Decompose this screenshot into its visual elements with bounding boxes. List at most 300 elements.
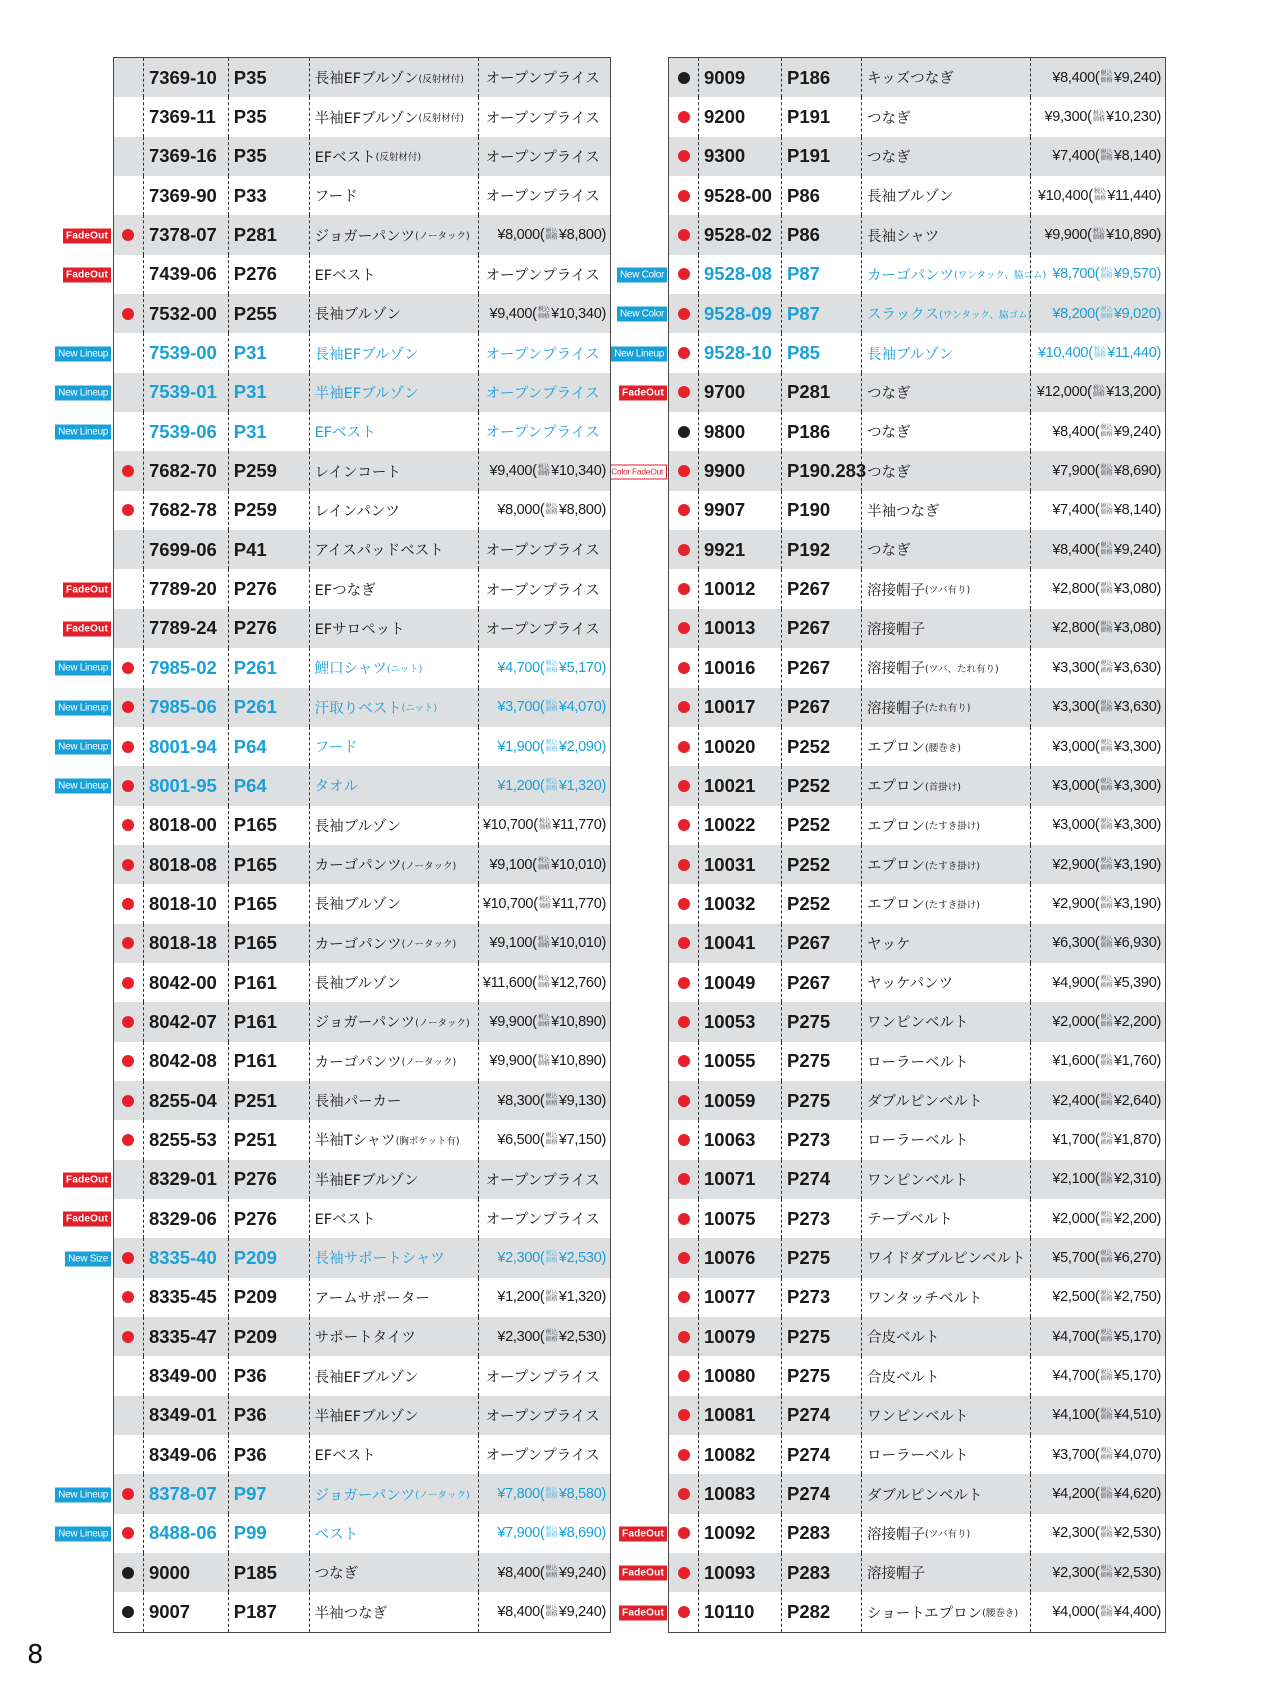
price-excl-tax: ¥3,700 <box>497 699 540 716</box>
newlineup-badge: New Lineup <box>55 346 111 361</box>
product-name-text: ローラーベルト <box>867 1054 969 1071</box>
product-code: 8255-53 <box>143 1120 228 1159</box>
paren-open: ( <box>1088 187 1093 204</box>
product-name-text: ローラーベルト <box>867 1133 969 1150</box>
catalog-page-ref: P209 <box>228 1278 309 1317</box>
price-excl-tax: ¥3,700 <box>1052 1446 1095 1463</box>
price-excl-tax: ¥1,200 <box>497 1289 540 1306</box>
tax-included-label: 税込価格 <box>1100 661 1113 674</box>
tax-included-label: 税込価格 <box>1100 1290 1113 1304</box>
status-dot-cell <box>114 845 143 884</box>
tax-included-label: 税込価格 <box>1100 582 1113 596</box>
paren-open: ( <box>539 1486 545 1503</box>
product-name <box>861 491 1030 530</box>
status-dot-cell <box>669 845 698 884</box>
catalog-page-ref: P252 <box>781 806 861 845</box>
price-excl-tax: ¥2,400 <box>1052 1092 1095 1109</box>
table-row <box>669 1592 1165 1631</box>
product-name-text: 長袖EFブルゾン <box>314 1369 419 1386</box>
product-name <box>861 255 1047 294</box>
catalog-page-ref: P261 <box>228 688 309 727</box>
product-name <box>861 530 1030 569</box>
red-dot-icon <box>678 898 690 910</box>
product-name <box>309 1160 479 1199</box>
product-name-note: (ノータック) <box>401 1057 457 1069</box>
tax-included-label: 税込価格 <box>537 464 550 478</box>
status-dot-cell <box>669 373 698 412</box>
product-name-text: テープベルト <box>867 1212 953 1229</box>
price-incl-tax: ¥1,320 <box>558 777 602 794</box>
price <box>1030 1042 1165 1081</box>
price-incl-tax: ¥10,230 <box>1106 109 1157 126</box>
table-row <box>114 1356 610 1395</box>
product-name-text: ダブルピンベルト <box>867 1487 983 1504</box>
paren-open: ( <box>539 1564 545 1581</box>
tax-included-label: 税込価格 <box>538 897 551 910</box>
price <box>1030 1160 1165 1199</box>
paren-open: ( <box>539 1328 545 1345</box>
paren-open: ( <box>1094 974 1100 991</box>
price-excl-tax: ¥8,400 <box>1052 423 1095 440</box>
catalog-page-ref: P267 <box>781 688 861 727</box>
price <box>1030 1199 1165 1238</box>
product-code: 9921 <box>698 530 781 569</box>
product-name-note: (胸ポケット有) <box>395 1135 460 1147</box>
status-dot-cell <box>669 1435 698 1474</box>
price <box>1030 1514 1165 1553</box>
product-name-text: ヤッケ <box>867 936 911 953</box>
catalog-page-ref: P187 <box>228 1592 309 1631</box>
tax-included-label: 税込価格 <box>537 307 550 320</box>
status-dot-cell <box>114 1042 143 1081</box>
catalog-page-ref: P190 <box>781 491 861 530</box>
price-incl-tax: ¥9,130 <box>558 1092 602 1109</box>
product-name <box>861 569 1030 608</box>
status-dot-cell <box>669 333 698 372</box>
status-dot-cell <box>114 609 143 648</box>
product-code: 8018-10 <box>143 884 228 923</box>
product-name-text: 溶接帽子 <box>867 661 925 678</box>
product-code: 9009 <box>698 58 781 97</box>
catalog-page-ref: P251 <box>228 1081 309 1120</box>
product-name <box>861 845 1030 884</box>
paren-close: ) <box>601 1564 606 1581</box>
status-dot-cell <box>114 924 143 963</box>
product-name <box>861 1278 1030 1317</box>
tax-included-label: 税込価格 <box>1100 740 1113 753</box>
price-excl-tax: ¥9,400 <box>489 305 533 322</box>
tax-included-label: 税込価格 <box>1100 1251 1113 1264</box>
product-name-text: ローラーベルト <box>867 1448 969 1465</box>
red-dot-icon <box>678 977 690 989</box>
product-name-text: 溶接帽子 <box>867 700 925 717</box>
paren-close: ) <box>1156 227 1161 244</box>
product-name <box>309 845 479 884</box>
catalog-page-ref: P276 <box>228 569 309 608</box>
product-name <box>309 97 479 136</box>
price-incl-tax: ¥3,300 <box>1113 738 1157 755</box>
table-row <box>114 1042 610 1081</box>
product-name-text: 長袖ブルゾン <box>314 976 402 993</box>
status-dot-cell <box>114 333 143 372</box>
product-name-text: カーゴパンツ <box>314 1054 402 1071</box>
price-excl-tax: ¥10,400 <box>1037 187 1089 204</box>
newlineup-badge: New Lineup <box>55 1487 111 1502</box>
price-excl-tax: ¥4,900 <box>1052 974 1095 991</box>
status-dot-cell <box>669 451 698 490</box>
red-dot-icon <box>678 859 690 871</box>
paren-open: ( <box>1094 1053 1100 1070</box>
price-incl-tax: ¥6,930 <box>1113 935 1157 952</box>
paren-close: ) <box>1156 1368 1161 1385</box>
paren-open: ( <box>539 227 545 244</box>
price-incl-tax: ¥10,340 <box>551 305 602 322</box>
red-dot-icon <box>122 1291 134 1303</box>
status-dot-cell <box>114 648 143 687</box>
red-dot-icon <box>678 268 690 280</box>
catalog-page-ref: P267 <box>781 569 861 608</box>
table-row <box>669 806 1165 845</box>
table-row <box>114 1120 610 1159</box>
product-name-text: ショートエプロン <box>867 1605 983 1622</box>
paren-close: ) <box>1156 148 1161 165</box>
product-code: 8378-07 <box>143 1474 228 1513</box>
product-name <box>861 727 1030 766</box>
price <box>478 688 610 727</box>
fadeout-badge: FadeOut <box>63 267 111 282</box>
paren-close: ) <box>1156 69 1161 86</box>
red-dot-icon <box>678 1488 690 1500</box>
status-dot-cell <box>114 1160 143 1199</box>
paren-close: ) <box>601 1013 606 1030</box>
catalog-page-ref: P165 <box>228 884 309 923</box>
product-name-note: (ノータック) <box>415 1017 470 1029</box>
price-excl-tax: ¥9,900 <box>1044 227 1088 244</box>
paren-open: ( <box>1087 227 1092 244</box>
red-dot-icon <box>122 308 134 320</box>
product-code: 8349-06 <box>143 1435 228 1474</box>
price-incl-tax: ¥8,800 <box>558 227 602 244</box>
paren-close: ) <box>601 1289 606 1306</box>
fadeout-badge: FadeOut <box>619 1527 667 1542</box>
product-name <box>309 1435 479 1474</box>
catalog-page-ref: P165 <box>228 806 309 845</box>
paren-open: ( <box>539 699 545 716</box>
paren-close: ) <box>1156 1092 1161 1109</box>
product-name <box>861 1199 1030 1238</box>
price-excl-tax: ¥2,900 <box>1052 856 1095 873</box>
tax-included-label: 税込価格 <box>1092 228 1105 242</box>
product-code: 8018-18 <box>143 924 228 963</box>
price <box>478 963 610 1002</box>
paren-close: ) <box>601 817 606 834</box>
paren-open: ( <box>532 305 537 322</box>
catalog-page-ref: P41 <box>228 530 309 569</box>
red-dot-icon <box>122 1527 134 1539</box>
product-name-text: EFベスト <box>314 267 376 284</box>
product-name <box>861 1042 1030 1081</box>
product-code: 7985-06 <box>143 688 228 727</box>
tax-included-label: 税込価格 <box>545 1526 558 1540</box>
status-dot-cell <box>669 884 698 923</box>
table-row <box>669 609 1165 648</box>
black-dot-icon <box>122 1606 134 1618</box>
product-name <box>861 373 1030 412</box>
product-name-text: つなぎ <box>314 1566 359 1583</box>
product-code: 7532-00 <box>143 294 228 333</box>
catalog-page-ref: P33 <box>228 176 309 215</box>
tax-included-label: 税込価格 <box>1100 307 1113 320</box>
price-incl-tax: ¥9,240 <box>558 1604 602 1621</box>
price <box>478 451 610 490</box>
paren-close: ) <box>1156 1407 1161 1424</box>
product-code: 10080 <box>698 1356 781 1395</box>
fadeout-badge: FadeOut <box>619 385 667 400</box>
price-excl-tax: ¥6,300 <box>1052 935 1095 952</box>
red-dot-icon <box>122 898 134 910</box>
price <box>478 1081 610 1120</box>
open-price: オープンプライス <box>478 333 610 372</box>
price-excl-tax: ¥7,400 <box>1052 148 1095 165</box>
product-name-text: ワンピンベルト <box>867 1015 969 1032</box>
price <box>1030 884 1165 923</box>
table-row <box>669 530 1165 569</box>
product-table-right <box>668 57 1166 1633</box>
price-incl-tax: ¥9,570 <box>1113 266 1157 283</box>
open-price: オープンプライス <box>478 530 610 569</box>
red-dot-icon <box>678 819 690 831</box>
open-price: オープンプライス <box>478 569 610 608</box>
price <box>1030 727 1165 766</box>
status-dot-cell <box>114 255 143 294</box>
price <box>478 1278 610 1317</box>
product-code: 7789-20 <box>143 569 228 608</box>
price-excl-tax: ¥2,300 <box>497 1249 540 1266</box>
catalog-page-ref: P276 <box>228 255 309 294</box>
price-incl-tax: ¥7,150 <box>558 1131 602 1148</box>
tax-included-label: 税込価格 <box>1092 385 1105 399</box>
table-row <box>114 451 610 490</box>
price-excl-tax: ¥4,000 <box>1052 1604 1095 1621</box>
paren-close: ) <box>1156 1249 1161 1266</box>
product-name <box>309 58 479 97</box>
catalog-page-ref: P36 <box>228 1396 309 1435</box>
status-dot-cell <box>114 1199 143 1238</box>
price <box>1030 215 1165 254</box>
paren-open: ( <box>1094 1171 1100 1188</box>
table-row <box>114 1199 610 1238</box>
price-incl-tax: ¥10,890 <box>1106 227 1157 244</box>
product-code: 9000 <box>143 1553 228 1592</box>
table-row <box>669 1160 1165 1199</box>
product-name-text: 溶接帽子 <box>867 1566 925 1583</box>
red-dot-icon <box>678 662 690 674</box>
paren-open: ( <box>1094 1289 1100 1306</box>
price-incl-tax: ¥5,170 <box>1113 1368 1157 1385</box>
price-excl-tax: ¥2,300 <box>1052 1525 1095 1542</box>
table-row <box>669 727 1165 766</box>
table-row <box>669 1514 1165 1553</box>
table-row <box>114 373 610 412</box>
product-name <box>309 1474 479 1513</box>
price-excl-tax: ¥9,100 <box>489 856 533 873</box>
status-dot-cell <box>114 530 143 569</box>
red-dot-icon <box>122 1252 134 1264</box>
price-excl-tax: ¥9,300 <box>1044 109 1088 126</box>
price-excl-tax: ¥3,300 <box>1052 699 1095 716</box>
product-name-text: ダブルピンベルト <box>867 1094 983 1111</box>
paren-open: ( <box>539 1131 545 1148</box>
catalog-page-ref: P36 <box>228 1356 309 1395</box>
price <box>478 491 610 530</box>
paren-close: ) <box>1156 1053 1161 1070</box>
product-code: 8042-07 <box>143 1002 228 1041</box>
product-name <box>861 1514 1030 1553</box>
catalog-page-ref: P35 <box>228 97 309 136</box>
paren-close: ) <box>601 463 606 480</box>
price-excl-tax: ¥11,600 <box>482 974 533 991</box>
price-incl-tax: ¥10,890 <box>551 1053 602 1070</box>
price-excl-tax: ¥1,600 <box>1052 1053 1095 1070</box>
product-code: 9528-02 <box>698 215 781 254</box>
tax-included-label: 税込価格 <box>545 503 558 517</box>
product-code: 8018-08 <box>143 845 228 884</box>
product-name-note: (首掛け) <box>925 781 961 793</box>
product-name-note: (腰巻き) <box>925 742 961 754</box>
paren-open: ( <box>1094 305 1100 322</box>
price-incl-tax: ¥2,090 <box>558 738 602 755</box>
status-dot-cell <box>114 806 143 845</box>
paren-open: ( <box>539 502 545 519</box>
price-incl-tax: ¥3,190 <box>1113 895 1157 912</box>
product-name <box>309 766 479 805</box>
red-dot-icon <box>678 1252 690 1264</box>
paren-open: ( <box>539 1604 545 1621</box>
open-price: オープンプライス <box>478 1356 610 1395</box>
product-name-text: ベスト <box>314 1526 359 1543</box>
price-incl-tax: ¥6,270 <box>1113 1249 1157 1266</box>
red-dot-icon <box>122 701 134 713</box>
price <box>1030 1238 1165 1277</box>
catalog-page-ref: P97 <box>228 1474 309 1513</box>
product-code: 7985-02 <box>143 648 228 687</box>
paren-close: ) <box>601 1486 606 1503</box>
product-name-text: レインパンツ <box>314 503 400 520</box>
product-code: 10059 <box>698 1081 781 1120</box>
catalog-page-ref: P190.283 <box>781 451 861 490</box>
paren-open: ( <box>1094 1564 1100 1581</box>
price-excl-tax: ¥9,900 <box>489 1053 533 1070</box>
product-code: 8488-06 <box>143 1514 228 1553</box>
red-dot-icon <box>678 1213 690 1225</box>
product-code: 7369-10 <box>143 58 228 97</box>
product-code: 7539-00 <box>143 333 228 372</box>
open-price: オープンプライス <box>478 1435 610 1474</box>
price-incl-tax: ¥13,200 <box>1106 384 1157 401</box>
product-name-text: つなぎ <box>867 149 911 166</box>
table-row <box>669 569 1165 608</box>
price <box>478 1120 610 1159</box>
product-code: 8329-01 <box>143 1160 228 1199</box>
paren-close: ) <box>601 1131 606 1148</box>
tax-included-label: 税込価格 <box>1093 346 1106 360</box>
price <box>1030 688 1165 727</box>
table-row <box>114 412 610 451</box>
product-name <box>309 569 479 608</box>
product-name-text: 長袖EFブルゾン <box>314 71 419 88</box>
product-code: 9300 <box>698 137 781 176</box>
product-name-text: ワイドダブルピンベルト <box>867 1251 1026 1268</box>
table-row <box>669 451 1165 490</box>
price-incl-tax: ¥2,640 <box>1113 1092 1157 1109</box>
price-excl-tax: ¥2,000 <box>1052 1013 1095 1030</box>
product-name-text: つなぎ <box>867 543 911 560</box>
product-code: 9200 <box>698 97 781 136</box>
product-name-text: 半袖つなぎ <box>314 1605 388 1622</box>
paren-close: ) <box>1156 463 1161 480</box>
catalog-page-ref: P161 <box>228 1002 309 1041</box>
product-name <box>309 530 479 569</box>
catalog-page-ref: P275 <box>781 1238 861 1277</box>
price <box>478 1592 610 1631</box>
status-dot-cell <box>114 1514 143 1553</box>
paren-close: ) <box>1156 1013 1161 1030</box>
tax-included-label: 税込価格 <box>537 858 550 871</box>
catalog-page-ref: P259 <box>228 491 309 530</box>
catalog-page-ref: P274 <box>781 1396 861 1435</box>
product-name <box>861 412 1030 451</box>
paren-close: ) <box>1156 1446 1161 1463</box>
status-dot-cell <box>669 924 698 963</box>
price <box>478 1514 610 1553</box>
product-name <box>309 648 479 687</box>
table-row <box>669 1356 1165 1395</box>
product-code: 9700 <box>698 373 781 412</box>
product-code: 9528-08 <box>698 255 781 294</box>
product-name <box>309 1317 479 1356</box>
price <box>1030 1592 1165 1631</box>
product-name <box>861 215 1030 254</box>
paren-open: ( <box>1087 109 1092 126</box>
price-incl-tax: ¥2,530 <box>558 1249 602 1266</box>
catalog-page-ref: P267 <box>781 609 861 648</box>
price <box>478 845 610 884</box>
product-name <box>861 1553 1030 1592</box>
newlineup-badge: New Lineup <box>611 346 667 361</box>
price-incl-tax: ¥3,630 <box>1113 699 1157 716</box>
tax-included-label: 税込価格 <box>1100 1054 1113 1068</box>
product-name <box>309 412 479 451</box>
catalog-page-ref: P274 <box>781 1160 861 1199</box>
catalog-page-ref: P209 <box>228 1238 309 1277</box>
catalog-page-ref: P252 <box>781 766 861 805</box>
product-code: 10032 <box>698 884 781 923</box>
paren-open: ( <box>532 1053 537 1070</box>
product-code: 10077 <box>698 1278 781 1317</box>
open-price: オープンプライス <box>478 1160 610 1199</box>
catalog-page-ref: P273 <box>781 1278 861 1317</box>
product-name-note: (ツバ有り) <box>925 585 971 597</box>
product-name <box>861 58 1030 97</box>
product-code: 8349-01 <box>143 1396 228 1435</box>
product-name <box>861 924 1030 963</box>
product-code: 10055 <box>698 1042 781 1081</box>
paren-open: ( <box>539 1092 545 1109</box>
catalog-page-ref: P267 <box>781 648 861 687</box>
product-name-note: (ワンタック、脇ゴム) <box>954 270 1047 282</box>
product-name <box>309 884 479 923</box>
status-dot-cell <box>669 1120 698 1159</box>
